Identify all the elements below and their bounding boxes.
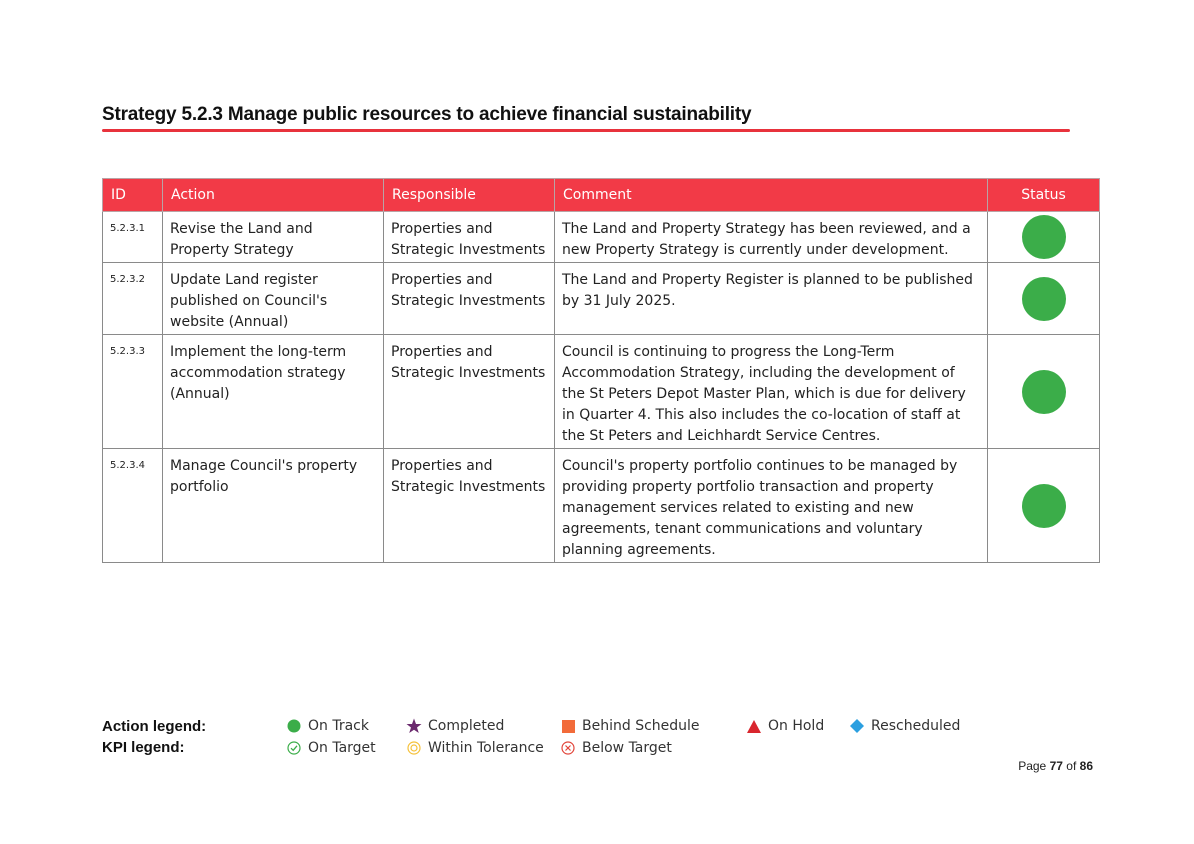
row-action: Manage Council's property portfolio xyxy=(163,449,384,563)
row-action: Implement the long-term accommodation strategy (Annual) xyxy=(163,335,384,449)
row-id: 5.2.3.1 xyxy=(103,212,163,263)
green-circle-icon xyxy=(286,718,302,734)
purple-star-icon xyxy=(406,718,422,734)
page-prefix: Page xyxy=(1018,759,1047,773)
yellow-ring-icon xyxy=(406,740,422,756)
page-total: 86 xyxy=(1079,759,1093,773)
actions-table xyxy=(102,178,1100,563)
legend-on-target xyxy=(286,740,376,756)
column-header-id: ID xyxy=(103,179,163,212)
red-triangle-icon xyxy=(746,718,762,734)
row-responsible: Properties and Strategic Investments xyxy=(384,263,555,335)
row-responsible: Properties and Strategic Investments xyxy=(384,335,555,449)
legend-label: Behind Schedule xyxy=(582,718,700,734)
blue-diamond-icon xyxy=(849,718,865,734)
column-header-status: Status xyxy=(988,179,1100,212)
on-track-status-icon xyxy=(1022,277,1066,321)
page-current: 77 xyxy=(1049,759,1063,773)
row-id: 5.2.3.3 xyxy=(103,335,163,449)
row-comment: The Land and Property Register is planned to be published by 31 July 2025. xyxy=(555,263,988,335)
page-title: Strategy 5.2.3 Manage public resources to achieve financial sustainability xyxy=(102,104,752,125)
column-header-responsible: Responsible xyxy=(384,179,555,212)
row-status xyxy=(988,449,1100,563)
row-status xyxy=(988,263,1100,335)
row-action: Update Land register published on Council's website (Annual) xyxy=(163,263,384,335)
legend-within-tolerance xyxy=(406,740,544,756)
legend-label: Completed xyxy=(428,718,505,734)
legend-below-target xyxy=(560,740,672,756)
legend-behind-schedule xyxy=(560,718,700,734)
on-track-status-icon xyxy=(1022,215,1066,259)
title-underline xyxy=(102,129,1070,132)
legend-label: Rescheduled xyxy=(871,718,961,734)
table-row xyxy=(103,335,1100,449)
red-x-circle-icon xyxy=(560,740,576,756)
legend-label: Below Target xyxy=(582,740,672,756)
legend-on-track xyxy=(286,718,369,734)
row-responsible: Properties and Strategic Investments xyxy=(384,449,555,563)
table-row xyxy=(103,212,1100,263)
on-track-status-icon xyxy=(1022,370,1066,414)
legend-completed xyxy=(406,718,504,734)
table-row xyxy=(103,449,1100,563)
row-action: Revise the Land and Property Strategy xyxy=(163,212,384,263)
row-id: 5.2.3.4 xyxy=(103,449,163,563)
legend-rescheduled xyxy=(849,718,960,734)
green-check-circle-icon xyxy=(286,740,302,756)
column-header-comment: Comment xyxy=(555,179,988,212)
action-legend-label: Action legend: xyxy=(102,718,207,735)
legend-label: On Target xyxy=(308,740,376,756)
row-comment: Council's property portfolio continues to be managed by providing property portfolio transaction and property management services related to existing and new agreements, tenant communications and voluntary planning agreements. xyxy=(555,449,988,563)
row-status xyxy=(988,212,1100,263)
legend-label: On Hold xyxy=(768,718,825,734)
column-header-action: Action xyxy=(163,179,384,212)
row-comment: Council is continuing to progress the Long-Term Accommodation Strategy, including the development of the St Peters Depot Master Plan, which is due for delivery in Quarter 4. This also includes the co-location of staff at the St Peters and Leichhardt Service Centres. xyxy=(555,335,988,449)
row-responsible: Properties and Strategic Investments xyxy=(384,212,555,263)
kpi-legend-label: KPI legend: xyxy=(102,739,185,756)
orange-square-icon xyxy=(560,718,576,734)
table-header-row xyxy=(103,179,1100,212)
row-status xyxy=(988,335,1100,449)
row-id: 5.2.3.2 xyxy=(103,263,163,335)
legend-label: On Track xyxy=(308,718,369,734)
on-track-status-icon xyxy=(1022,484,1066,528)
legend-on-hold xyxy=(746,718,824,734)
page-number xyxy=(1018,759,1093,773)
row-comment: The Land and Property Strategy has been reviewed, and a new Property Strategy is currently under development. xyxy=(555,212,988,263)
page-of: of xyxy=(1066,759,1077,773)
legend-label: Within Tolerance xyxy=(428,740,544,756)
table-row xyxy=(103,263,1100,335)
